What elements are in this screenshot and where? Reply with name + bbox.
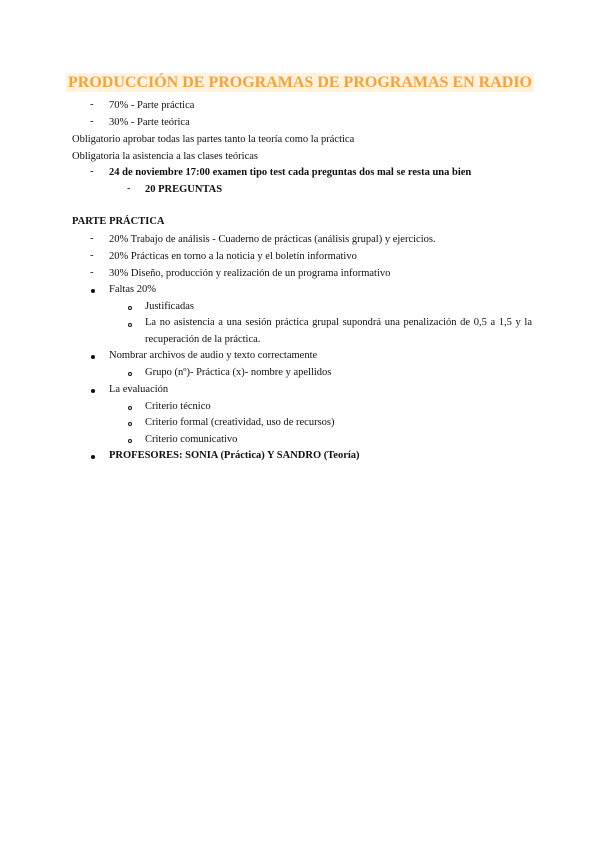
practica-item: 20% Trabajo de análisis - Cuaderno de prácticas (análisis grupal) y ejercicios. — [109, 234, 436, 245]
dash-marker: - — [90, 233, 94, 244]
archivos-label: Nombrar archivos de audio y texto correctamente — [109, 350, 318, 361]
dash-marker: - — [127, 183, 131, 194]
circle-marker — [128, 372, 132, 376]
profesores-line: PROFESORES: SONIA (Práctica) Y SANDRO (Teoría) — [109, 450, 360, 461]
section-heading: PARTE PRÁCTICA — [72, 216, 165, 227]
bullet-marker — [91, 455, 95, 459]
faltas-sub: Justificadas — [145, 301, 194, 312]
grading-item-practica: 70% - Parte práctica — [109, 100, 195, 111]
evaluacion-sub: Criterio técnico — [145, 401, 211, 412]
circle-marker — [128, 406, 132, 410]
circle-marker — [128, 439, 132, 443]
evaluacion-label: La evaluación — [109, 384, 169, 395]
bullet-marker — [91, 389, 95, 393]
practica-item: 30% Diseño, producción y realización de un programa informativo — [109, 268, 391, 279]
note-line: Obligatoria la asistencia a las clases teóricas — [72, 151, 259, 162]
dash-marker: - — [90, 116, 94, 127]
grading-item-teorica: 30% - Parte teórica — [109, 117, 190, 128]
exam-line: 24 de noviembre 17:00 examen tipo test cada preguntas dos mal se resta una bien — [109, 167, 472, 178]
evaluacion-sub: Criterio formal (creatividad, uso de recursos) — [145, 417, 335, 428]
circle-marker — [128, 323, 132, 327]
dash-marker: - — [90, 267, 94, 278]
exam-questions: 20 PREGUNTAS — [145, 184, 223, 195]
evaluacion-sub: Criterio comunicativo — [145, 434, 238, 445]
practica-item: 20% Prácticas en torno a la noticia y el boletín informativo — [109, 251, 357, 262]
dash-marker: - — [90, 166, 94, 177]
dash-marker: - — [90, 99, 94, 110]
document-title: PRODUCCIÓN DE PROGRAMAS DE PROGRAMAS EN RADIO — [68, 74, 532, 91]
circle-marker — [128, 422, 132, 426]
bullet-marker — [91, 289, 95, 293]
note-line: Obligatorio aprobar todas las partes tanto la teoría como la práctica — [72, 134, 355, 145]
circle-marker — [128, 306, 132, 310]
archivos-sub: Grupo (nº)- Práctica (x)- nombre y apellidos — [145, 367, 332, 378]
faltas-sub: La no asistencia a una sesión práctica grupal supondrá una penalización de 0,5 a 1,5 y la recuperación de la práctica. — [145, 317, 532, 345]
bullet-marker — [91, 355, 95, 359]
dash-marker: - — [90, 250, 94, 261]
faltas-label: Faltas 20% — [109, 284, 156, 295]
